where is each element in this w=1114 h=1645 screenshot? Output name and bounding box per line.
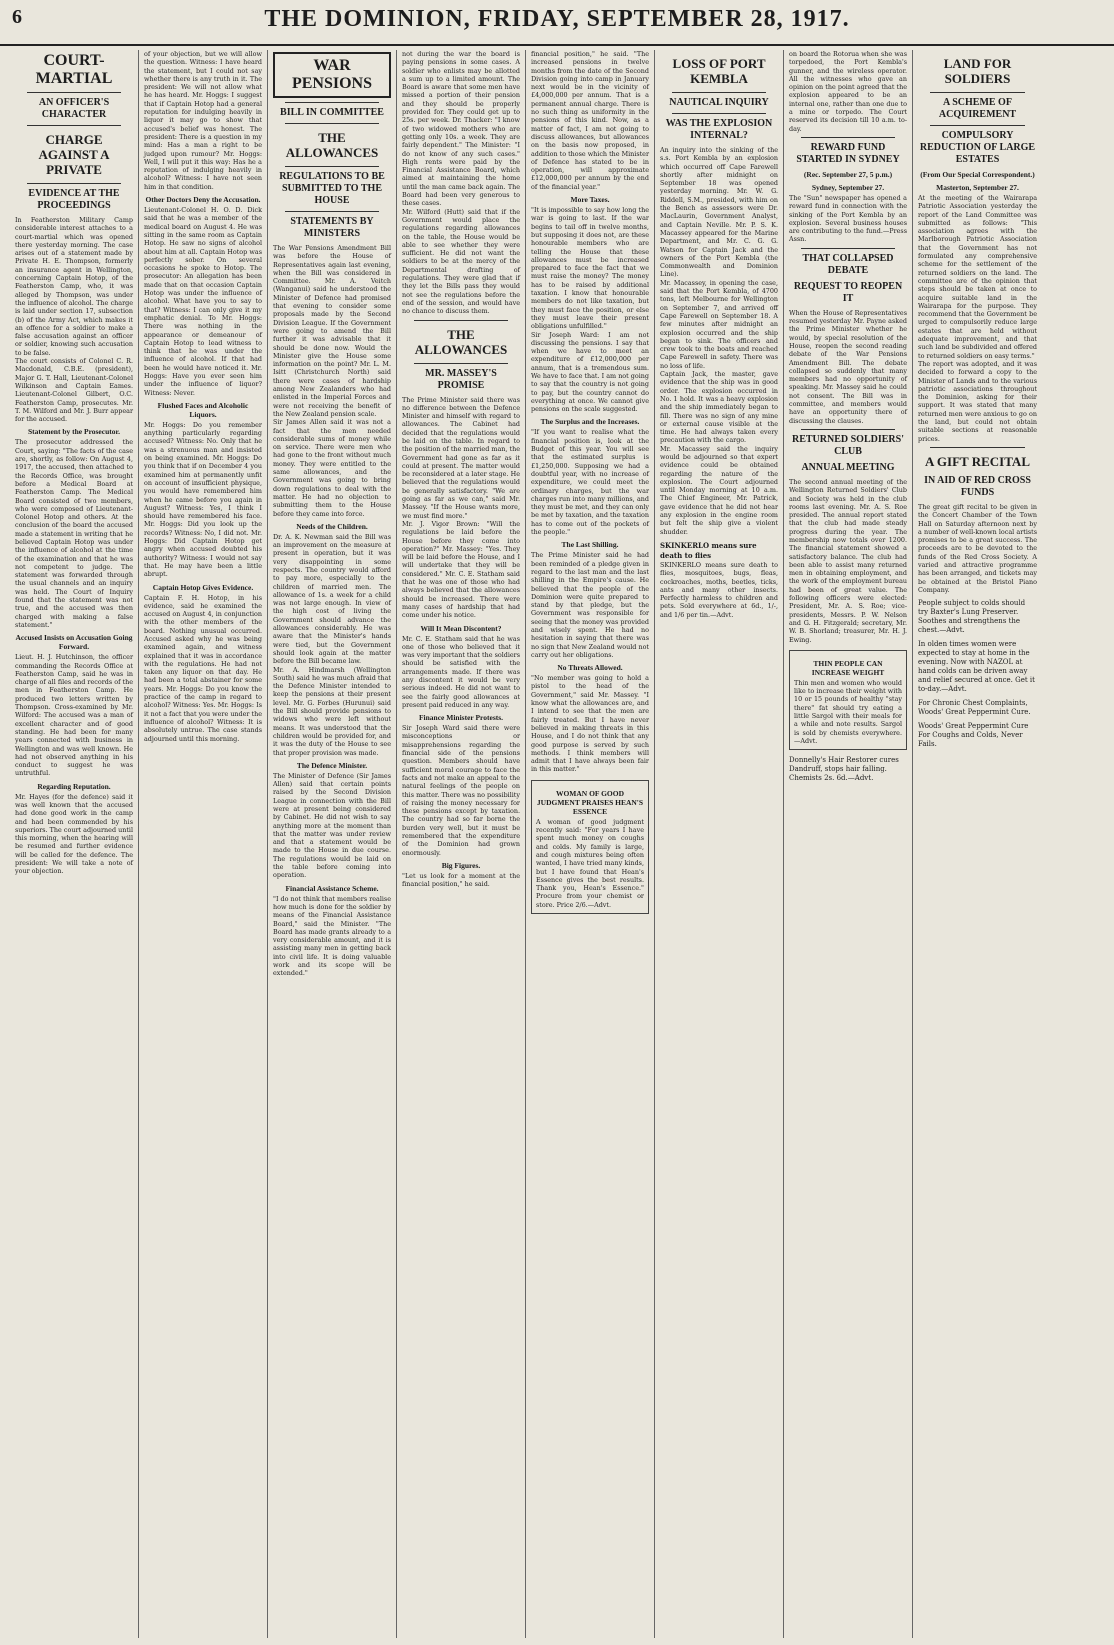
notice: Woods' Great Peppermint Cure For Coughs and Colds, Never Fails. [918, 722, 1029, 749]
divider [801, 248, 895, 249]
article-paragraph: At the meeting of the Wairarapa Patriotic Association yesterday the report of the Land Committee was submitted as follows: "This association agrees with the Marlborough Patriotic Association that the Government has not formulated any comprehensive scheme for the settlement of the returned soldiers on the land. The committee are of the opinion that steps should be taken at once to acquire suitable land in the Wairarapa for the purpose. They recommend that the Government be urged to compulsorily reduce large estates that are held without adequate improvement, and that such land be subdivided and offered to returned soldiers on easy terms." [918, 194, 1037, 360]
divider [801, 137, 895, 138]
notice: Donnelly's Hair Restorer cures Dandruff, stops hair falling. Chemists 2s. 6d.—Advt. [789, 756, 899, 783]
headline-returned-soldiers-club: RETURNED SOLDIERS' CLUB [792, 433, 904, 457]
divider [414, 320, 508, 321]
deck-scheme-of-acquirement: A SCHEME OF ACQUIREMENT [938, 97, 1017, 120]
divider [285, 166, 379, 167]
article-subhead: Other Doctors Deny the Accusation. [145, 195, 261, 205]
ad-headline: WOMAN OF GOOD JUDGMENT PRAISES HEAN'S ESSENCE [536, 788, 644, 816]
advertisement [531, 780, 649, 914]
deck-request-to-reopen: REQUEST TO REOPEN IT [793, 280, 903, 304]
divider [285, 123, 379, 124]
article-paragraph: Sir Joseph Ward: I am not discussing the pensions. I say that when we have to meet an expenditure of £12,000,000 per annum, that is a tremendous sum. We have to face that. I am not going to say that the country is not going to pay, but the country cannot do everything at once. We cannot give pensions on the scale suggested. [531, 330, 649, 414]
deck-red-cross: IN AID OF RED CROSS FUNDS [924, 474, 1031, 498]
article-paragraph: The "Sun" newspaper has opened a reward fund in connection with the sinking of the Port Kembla by an explosion. Several business houses are contributing to the fund.—Press Assn. [789, 193, 907, 244]
divider [414, 363, 508, 364]
article-subhead: More Taxes. [570, 195, 610, 205]
headline-gift-recital: A GIFT RECITAL [925, 453, 1030, 469]
article-paragraph: not during the war the board is paying pensions in some cases. A soldier who enlists may be allotted a sum up to a limited amount. The Board is aware that some men have missed a portion of their pension and they should be properly provided for. They could get up to 25s. per week. Dr. Thacker: "I know of two widowed mothers who are getting only 10s. a week. They are fairly dependent." The Minister: "I do not know of any such cases." High rents were paid by the Financial Assistance Board, which aimed at maintaining the home until the man came back again. The Board had been very generous to these cases. [402, 50, 520, 208]
column-6 [655, 50, 784, 1638]
article-subhead: Accused Insists on Accusation Going Forward. [15, 633, 133, 652]
article-subhead: The Defence Minister. [296, 760, 368, 770]
article-paragraph: "If you want to realise what the financial position is, look at the Budget of this year. You will see that the estimated surplus is £1,250,000. Supposing we had a doubtful year, with no increase of expenditure, we could meet the ordinary charges, but the war charges run into many millions, and they must be met, and they can only be met by taxation, and the taxation has to come out of the pockets of the people." [531, 428, 649, 537]
article-paragraph: When the House of Representatives resumed yesterday Mr. Payne asked the Prime Minister whether he would, by special resolution of the House, reopen the second reading debate of the War Pensions Amendment Bill. The debate collapsed so suddenly that many members had no opportunity of speaking. Mr. Massey said he could not consent. The Bill was in committee, and members would have an opportunity there of discussing the clauses. [789, 308, 907, 425]
article-paragraph: The Prime Minister said there was no difference between the Defence Minister and himself with regard to allowances. The Cabinet had decided that the regulations would be laid on the table. In regard to the position of the married man, the Government had gone as far as it could at present. The matter would be reconsidered at a later stage. He believed that the regulations would be generally satisfactory. "We are going as far as we can," said Mr. Massey. "If the House wants more, we must find more." [402, 395, 520, 520]
headline-the-allowances: THE ALLOWANCES [414, 326, 508, 357]
article-subhead: Regarding Reputation. [37, 781, 111, 791]
article-subhead: Statement by the Prosecutor. [27, 427, 121, 437]
deck-masseys-promise: MR. MASSEY'S PROMISE [425, 367, 497, 391]
advertisement [789, 650, 907, 750]
article-paragraph: The report was adopted, and it was decided to forward a copy to the Minister of Lands and to the various patriotic associations throughout the Dominion, asking for their support. It was stated that many returned men were anxious to go on the land, but could not obtain suitable sections at reasonable prices. [918, 359, 1037, 443]
deck-compulsory-reduction: COMPULSORY REDUCTION OF LARGE ESTATES [919, 130, 1036, 165]
notice: For Chronic Chest Complaints, Woods' Great Peppermint Cure. [918, 699, 1031, 717]
deck-explosion-internal: WAS THE EXPLOSION INTERNAL? [665, 118, 773, 141]
columns [10, 50, 1106, 1638]
deck-nautical-inquiry: NAUTICAL INQUIRY [669, 97, 769, 108]
dateline: Masterton, September 27. [936, 183, 1019, 192]
article-paragraph: Captain F. H. Hotop, in his evidence, said he examined the accused on August 4, in conjunction with the other members of the board. Nothing unusual occurred. Accused asked why he was being examined again, and witness explained that it was in accordance with the regulations. He had not taken any liquor on that day. He had been a total abstainer for some years. Mr. Hoggs: Do you know the practice of the camp in regard to alcohol? Witness: Yes. Mr. Hoggs: Is it not a fact that you were under the influence of alcohol? Witness: It is absolutely untrue. The case stands adjourned until this morning. [144, 593, 262, 743]
divider [801, 429, 895, 430]
article-paragraph: The second annual meeting of the Wellington Returned Soldiers' Club and Society was held in the club rooms last evening. Mr. A. S. Roe presided. The annual report stated that the club had made steady progress during the year. The membership now totals over 1200. The financial statement showed a satisfactory balance. The club had been able to assist many returned men in obtaining employment, and the work of the employment bureau had been of great value. The following officers were elected: President, Mr. A. S. Roe; vice-presidents, Messrs. P. W. Nelson and G. H. Fitzgerald; secretary, Mr. W. B. Shorland; treasurer, Mr. H. J. Ewing. [789, 477, 907, 644]
deck-charge-against-private: CHARGE AGAINST A PRIVATE [38, 132, 110, 177]
ad-body: SKINKERLO means sure death to flies, mosquitoes, bugs, fleas, cockroaches, moths, beetles, ticks, ants and many other insects. Perfectly harmless to children and pets. Sold everywhere at 6d., 1/-, and 1/6 per tin.—Advt. [660, 560, 778, 619]
article-paragraph: on board the Rotorua when she was torpedoed, the Port Kembla's gunner, and the wireless operator. All the witnesses who gave an opinion on the point agreed that the explosion appeared to be an internal one, rather than one due to a mine or torpedo. The Court reserved its decision till 10 a.m. to-day. [789, 50, 907, 133]
article-paragraph: Mr. Hoggs: Do you remember anything particularly regarding accused? Witness: No. Only that he was a strenuous man and insisted on being examined. Mr. Hoggs: Do you think that if on December 4 you examined him at permanently unfit on account of insufficient physique, you would have remembered him when he came before you again in August? Witness: Yes, I think I should have remembered his face. Mr. Hoggs: Did you look up the records? Witness: No, I did not. Mr. Hoggs: Did Captain Hotop get angry when accused doubted his authority? Witness: I would not say that. He may have been a little abrupt. [144, 420, 262, 579]
article-paragraph: Mr. A. Hindmarsh (Wellington South) said he was much afraid that the Defence Minister intended to keep the pensions at their present level. Mr. G. Forbes (Hurunui) said the Bill should provide pensions to widows who were left without means. It was understood that the children would be provided for, and it was the duty of the House to see that proper provision was made. [273, 665, 391, 757]
column-2 [139, 50, 268, 1638]
article-paragraph: Sir James Allen said it was not a fact that the men needed considerable sums of money while on service. There were men who had gone to the front without much money. They were entitled to the same allowances, and the Government was going to bring down regulations to deal with the matter. He had no objection to submitting them to the House before they came into force. [273, 418, 391, 518]
notice: People subject to colds should try Baxter's Lung Preserver. Soothes and strengthens the chest.—Advt. [918, 599, 1026, 635]
divider [930, 447, 1025, 448]
article-paragraph: Mr. Wilford (Hutt) said that if the Government would place the regulations regarding allowances on the table, the House would be able to see whether they were sufficient. He did not want the soldiers to be at the mercy of the Departmental drafting of regulations. They were glad that if they let the Bills pass they would not see the regulations before the end of the session, and would have no chance to discuss them. [402, 207, 520, 316]
ad-body: Thin men and women who would like to increase their weight with 10 or 15 pounds of healthy "stay there" fat should try eating a little Sargol with their meals for a while and note results. Sargol is sold by chemists everywhere.—Advt. [794, 678, 902, 745]
article-paragraph: Lieutenant-Colonel H. O. D. Dick said that he was a member of the medical board on August 4. He was sitting in the same room as Captain Hotop. He saw no signs of alcohol about him at all. Captain Hotop was perfectly sober. On several occasions he spoke to Hotop. The prosecutor: An allegation has been made that on that occasion Captain Hotop was under the influence of alcohol. What have you to say to that? Witness: I can only give it my emphatic denial. To Mr. Hoggs: There was nothing in the appearance or demeanour of Captain Hotop to lead witness to think that he was under the influence of alcohol. If that had been he would have noticed it. Mr. Hoggs: Have you ever seen him under the influence of liquor? Witness: Never. [144, 206, 262, 397]
article-paragraph: In Featherston Military Camp considerable interest attaches to a court-martial which was opened there yesterday morning. The case arises out of a statement made by Private H. E. Thompson, formerly an insurance agent in Wellington, concerning Captain Hotop, of the Featherston Camp, who, it was alleged by Thompson, was under the influence of alcohol. The charge is laid under section 17, subsection (b) of the Army Act, which makes it an offence for a soldier to make a false accusation against an officer or soldier, knowing such accusation to be false. [15, 216, 133, 357]
column-5 [526, 50, 655, 1638]
article-paragraph: An inquiry into the sinking of the s.s. Port Kembla by an explosion which occurred off Cape Farewell shortly after midnight on September 18 was opened yesterday morning. Mr. W. G. Riddell, S.M., presided, with him on the Bench as assessors were Dr. MacLaurin, Government Analyst, and Captain Neville. Mr. P. S. K. Macassey appeared for the Marine Department, and Mr. C. G. G. Watson for Captain Jack and the owners of the Port Kembla (the Commonwealth and Dominion Line). [660, 146, 778, 279]
notice: In olden times women were expected to stay at home in the evening. Now with NAZOL at hand colds can be driven away and relief secured at once. Get it to-day.—Advt. [918, 640, 1035, 694]
article-paragraph: Captain Jack, the master, gave evidence that the ship was in good order. The explosion occurred in No. 1 hold. It was a heavy explosion and the ship immediately began to fill. There was no sign of any mine or external cause visible at the time. He had always taken every precaution with the cargo. [660, 370, 778, 445]
deck-bill-in-committee: BILL IN COMMITTEE [280, 107, 384, 118]
headline-collapsed-debate: THAT COLLAPSED DEBATE [802, 252, 894, 276]
article-paragraph: The Prime Minister said he had been reminded of a pledge given in regard to the last man and the last shilling in the Empire's cause. He believed that the people of the Dominion were quite prepared to stand by that pledge, but the Government was responsible for seeing that the money was provided and wisely spent. He had no hesitation in saying that there was no sign that New Zealand would not carry out her obligations. [531, 551, 649, 659]
dateline: (Rec. September 27, 5 p.m.) [803, 169, 893, 179]
article-paragraph: Mr. J. Vigor Brown: "Will the regulations be laid before the House before they come into operation?" Mr. Massey: "Yes. They will be laid before the House, and I will undertake that they will be considered." Mr. C. E. Statham said that he was one of those who had always believed that the allowances should be increased. There were many cases of hardship that had come under his notice. [402, 519, 520, 620]
article-subhead: Needs of the Children. [296, 521, 368, 531]
article-paragraph: Mr. Macassey said the inquiry would be adjourned so that expert evidence could be obtained regarding the nature of the explosion. The Court adjourned until Monday morning at 10 a.m. The Chief Engineer, Mr. Patrick, gave evidence that he did not hear any explosion in the engine room but felt the ship give a violent shudder. [660, 444, 778, 536]
article-paragraph: "Let us look for a moment at the financial position," he said. [402, 871, 520, 889]
column-1 [10, 50, 139, 1638]
divider [672, 92, 766, 93]
article-subhead: The Last Shilling. [561, 540, 619, 550]
masthead [0, 0, 1114, 46]
page-number: 6 [12, 6, 22, 28]
article-subhead: Big Figures. [441, 860, 481, 870]
headline-court-martial: COURT-MARTIAL [35, 52, 113, 87]
article-paragraph: The Minister of Defence (Sir James Allen) said that certain points raised by the Second Division League in connection with the Bill were at present being considered by Cabinet. He did not wish to say anything more at the moment than that the matter was under review and that a statement would be made to the House in due course. The regulations would be laid on the table before coming into operation. [273, 771, 391, 880]
headline-war-pensions: WAR PENSIONS [273, 52, 391, 98]
divider [27, 183, 121, 184]
divider [27, 92, 121, 93]
deck-the-allowances: THE ALLOWANCES [285, 130, 379, 160]
divider [285, 102, 379, 103]
deck-annual-meeting: ANNUAL MEETING [801, 461, 895, 473]
article-paragraph: The War Pensions Amendment Bill was before the House of Representatives again last evening, when the Bill was considered in Committee. Mr. A. Veitch (Wanganui) said he understood the Minister of Defence had promised that evening to consider some proposals made by the Second Division League. If the Government were going to amend the Bill further it was advisable that it should be done now. Would the Minister give the House some information on the point? Mr. L. M. Isitt (Christchurch North) said there were cases of hardship among New Zealanders who had enlisted in the Imperial Forces and were not receiving the benefit of the New Zealand pension scale. [273, 244, 391, 418]
article-paragraph: The great gift recital to be given in the Concert Chamber of the Town Hall on Saturday afternoon next by a number of well-known local artists promises to be a great success. The proceeds are to be devoted to the funds of the Red Cross Society. A varied and attractive programme has been arranged, and tickets may be obtained at the Bristol Piano Company. [918, 502, 1037, 594]
article-subhead: Finance Minister Protests. [418, 713, 504, 723]
article-paragraph: "It is impossible to say how long the war is going to last. If the war begins to tail off in twelve months, but supposing it does not, are these honourable members who are telling the House that these allowances must be increased prepared to face the fact that we must raise the money? The money has to be raised by additional taxation. I know that honourable members do not like taxation, but they must face the position, or else they must leave their present obligations unfulfilled." [531, 206, 649, 331]
deck-regulations: REGULATIONS TO BE SUBMITTED TO THE HOUSE [279, 171, 385, 206]
article-paragraph: Dr. A. K. Newman said the Bill was an improvement on the measure at present in operation, but it was very disappointing in some respects. The country would afford to pay more, especially to the children of married men. The allowance of 1s. a week for a child was not large enough. In view of the high cost of living the Government should advance the allowances considerably. He was aware that the Minister's hands were tied, but the Government should look again at the matter before the Bill became law. [273, 532, 391, 666]
divider [672, 113, 766, 114]
headline-reward-fund: REWARD FUND STARTED IN SYDNEY [796, 141, 900, 165]
article-paragraph: "No member was going to hold a pistol to the head of the Government," said Mr. Massey. "I know what the allowances are, and I intend to see that the men are fairly treated. But I have never believed in making threats in this House, and I do not think that any good purpose is served by such methods. I think members will admit that I have always been fair in this matter." [531, 674, 649, 774]
column-3 [268, 50, 397, 1638]
headline-land-for-soldiers: LAND FOR SOLDIERS [943, 56, 1012, 86]
article-paragraph: Mr. C. E. Statham said that he was one of those who believed that it was very important that the soldiers should be satisfied with the arrangements made. If there was any discontent it would be very serious indeed. He did not want to see the fairly good allowances at present paid reduced in any way. [402, 634, 520, 709]
article-subhead: Will It Mean Discontent? [420, 623, 502, 633]
deck-statements-by-ministers: STATEMENTS BY MINISTERS [290, 216, 374, 239]
divider [930, 125, 1025, 126]
divider [27, 125, 121, 126]
article-paragraph: Mr. Macassey, in opening the case, said that the Port Kembla, of 4700 tons, left Melbourne for Wellington on September 7, and arrived off Cape Farewell on September 18. A few minutes after midnight an explosion occurred and the ship began to sink. The officers and crew took to the boats and reached Cape Farewell in safety. There was no loss of life. [660, 278, 778, 370]
ad-headline: SKINKERLO means sure death to flies [660, 540, 757, 560]
headline-loss-of-port-kembla: LOSS OF PORT KEMBLA [672, 56, 766, 86]
article-subhead: Flushed Faces and Alcoholic Liquors. [157, 400, 249, 419]
column-4 [397, 50, 526, 1638]
article-subhead: No Threats Allowed. [557, 663, 623, 673]
article-paragraph: Lieut. H. J. Hutchinson, the officer commanding the Records Office at Featherston Camp, said he was in charge of all files and records of the men in Featherston Camp. He produced two letters written by Thompson. Cross-examined by Mr. Wilford: The accused was a man of excellent character and of good standing. He had been for many years connected with business in Wellington and was well known. He had not observed anything in his conduct to suggest he was untruthful. [15, 653, 133, 778]
article-subhead: Financial Assistance Scheme. [285, 883, 379, 893]
divider [285, 211, 379, 212]
byline: (From Our Special Correspondent.) [920, 170, 1035, 179]
deck-evidence: EVIDENCE AT THE PROCEEDINGS [28, 188, 120, 211]
column-8 [913, 50, 1042, 1638]
article-subhead: Captain Hotop Gives Evidence. [152, 582, 254, 592]
article-subhead: The Surplus and the Increases. [540, 417, 640, 427]
divider [930, 92, 1025, 93]
article-paragraph: The prosecutor addressed the Court, saying: "The facts of the case are, shortly, as follow: On August 4, 1917, the accused, then attached to the Records Office, was brought before a Medical Board at Featherston Camp. The Medical Board consisted of two members, who were composed of Lieutenant-Colonel Hotop and others. At the conclusion of the board the accused made a statement in writing that he believed Captain Hotop was under the influence of alcohol at the time of the examination and that he was not competent to judge. The statement was forwarded through the usual channels and an inquiry was held. The Court of Inquiry found that the statement was not true, and the accused was then charged with making a false statement." [15, 438, 133, 629]
dateline: Sydney, September 27. [811, 182, 885, 192]
column-7 [784, 50, 913, 1638]
article-paragraph: Mr. Hayes (for the defence) said it was well known that the accused had done good work in the camp and had been commended by his superiors. The court adjourned until this morning, when the hearing will be resumed and further evidence will be called for the defence. The president: We will take a note of your objection. [15, 792, 133, 876]
article-paragraph: of your objection, but we will allow the question. Witness: I have heard the statement, but I could not say whether there is any truth in it. The president: We will not allow what he has heard. Mr. Hoggs: I suggest that if Captain Hotop had a general reputation for indulging heavily in liquor it may go to show that accused's belief was honest. The president: There is a question in my mind: Has a man a right to be judged upon rumour? Mr. Hoggs: Well, I will put it this way: Has he a reputation of indulging heavily in alcohol? Witness: I have not seen him in that condition. [144, 50, 262, 191]
ad-body: A woman of good judgment recently said: "For years I have spent much money on coughs and colds. My family is large, and cough mixtures being often wanted, I have tried many kinds, but I have found that Hean's Essence gives the best results. Thank you, Hean's Essence." Procure from your chemist or store. Price 2/6.—Advt. [536, 817, 644, 909]
article-paragraph: Sir Joseph Ward said there were misconceptions or misapprehensions regarding the financial side of the pensions question. Members should have sufficient moral courage to face the facts and not make an appeal to the natural feelings of the people on this matter. There was no possibility of raising the money necessary for these pensions except by taxation. The country had so far borne the burden very well, but it must be remembered that the expenditure of the Dominion had grown enormously. [402, 724, 520, 857]
article-paragraph: financial position," he said. "The increased pensions in twelve months from the date of the Second Division going into camp in January next would be in the vicinity of £4,000,000 per annum. That is a permanent annual charge. There is no such thing as uniformity in the pensions of this kind. Now, as a matter of fact, I am not going to discuss allowances, but allowances on the basis now proposed, in addition to those which the Minister of Defence has stated to be in operation, will approximate £12,000,000 per annum by the end of the financial year." [531, 50, 649, 191]
newspaper-title: THE DOMINION, FRIDAY, SEPTEMBER 28, 1917. [264, 6, 850, 32]
advertisement [660, 541, 778, 619]
ad-headline: THIN PEOPLE CAN INCREASE WEIGHT [811, 658, 885, 677]
article-paragraph: "I do not think that members realise how much is done for the soldier by means of the Financial Assistance Board," said the Minister. "The Board has made grants already to a very considerable amount, and it is assisting many men in getting back into civil life. It is doing valuable work and its scope will be extended." [273, 894, 391, 978]
deck-officers-character: AN OFFICER'S CHARACTER [38, 97, 110, 120]
article-paragraph: The court consists of Colonel C. R. Macdonald, C.B.E. (president), Major G. T. Hall, Lieutenant-Colonel Wilkinson and Captain Eames. Lieutenant-Colonel Gilbert, O.C. Featherston Camp, prosecutes. Mr. T. M. Wilford and Mr. J. Burr appear for the accused. [15, 357, 133, 424]
